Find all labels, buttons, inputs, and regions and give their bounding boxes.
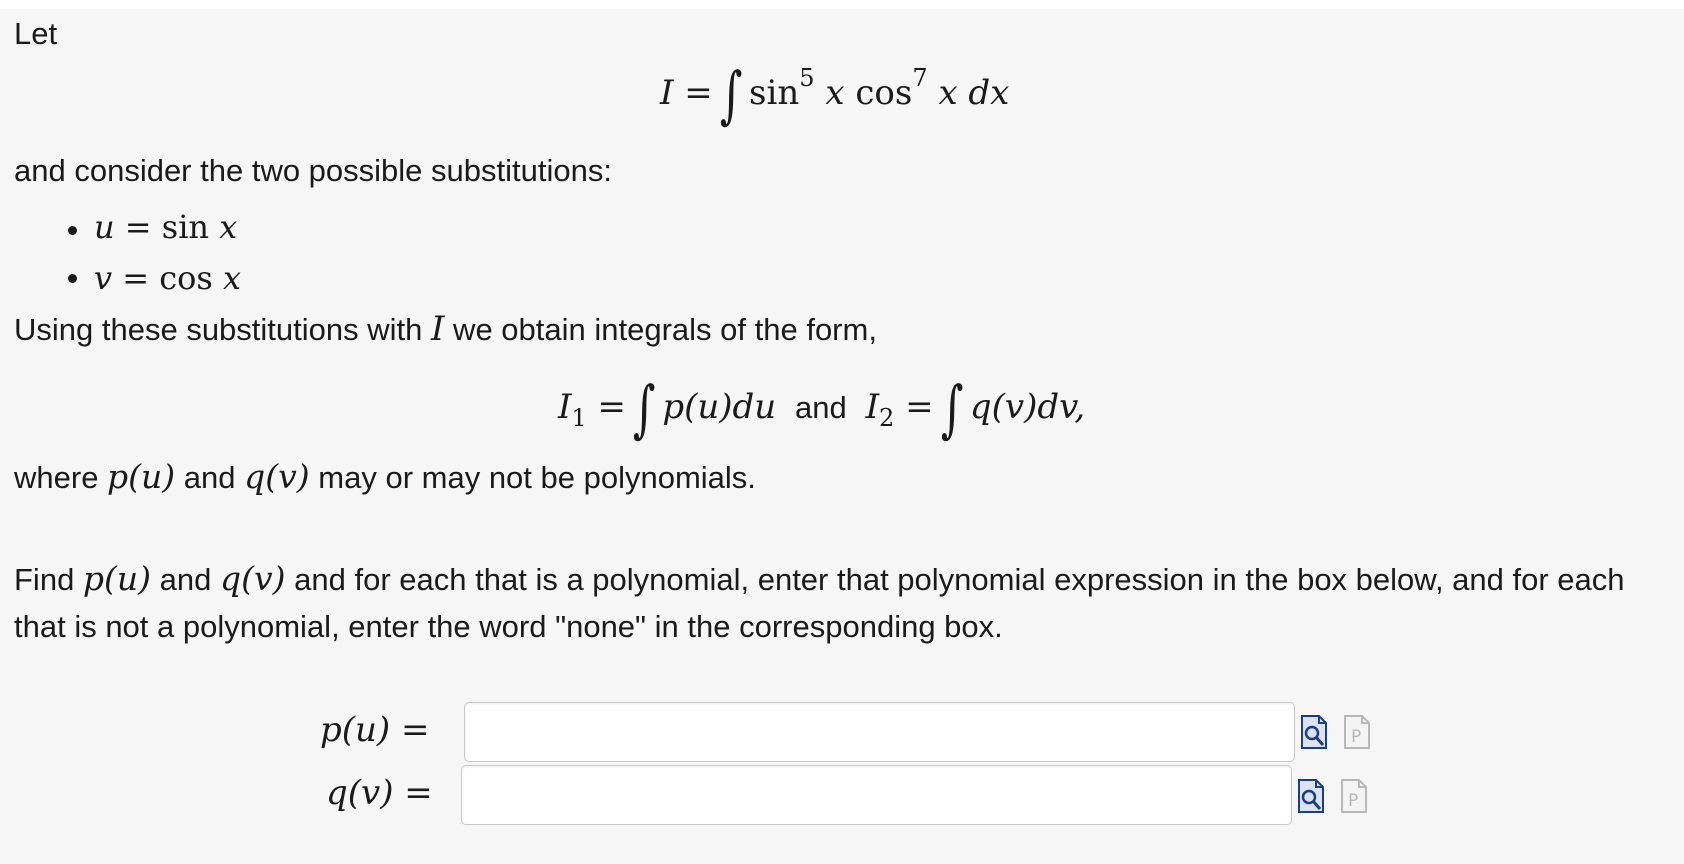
substitution-u: u = sin x: [94, 208, 238, 246]
x-var: x: [825, 73, 845, 113]
integral-lhs: I =: [660, 73, 713, 113]
answer-label-p: p(u) =: [320, 710, 430, 750]
cos-exponent: 7: [912, 64, 928, 92]
sin-func: sin: [749, 73, 800, 113]
answer-q-input[interactable]: [461, 765, 1292, 825]
svg-text:P: P: [1351, 727, 1362, 747]
instructions-line-2: that is not a polynomial, enter the word "none" in the corresponding box.: [14, 609, 1003, 644]
let-text: Let: [14, 16, 58, 51]
preview-magnifier-icon[interactable]: [1298, 779, 1324, 813]
preview-magnifier-icon[interactable]: [1301, 715, 1327, 749]
using-text: Using these substitutions with I we obtain integrals of the form,: [14, 309, 877, 349]
sin-exponent: 5: [799, 64, 815, 92]
syntax-p-icon[interactable]: [1344, 715, 1370, 749]
answer-p-input[interactable]: [464, 702, 1295, 762]
instructions-line-1: Find p(u) and q(v) and for each that is a polynomial, enter that polynomial expression in the box below, and for each: [14, 559, 1625, 598]
answer-label-q: q(v) =: [326, 773, 433, 813]
where-text: where p(u) and q(v) may or may not be polynomials.: [14, 457, 756, 496]
integral-sign-icon: ∫: [632, 372, 656, 445]
svg-text:P: P: [1348, 791, 1359, 811]
bullet-1: [68, 226, 77, 235]
consider-text: and consider the two possible substitutions:: [14, 153, 612, 188]
integral-sign-icon: ∫: [940, 372, 964, 445]
integral-sign-icon: ∫: [719, 58, 743, 131]
integral-forms-equation: $I_1$ = ∫ p(u)du and $I_2$ = ∫ q(v)dv,: [558, 372, 1086, 445]
substitution-v: v = cos x: [94, 259, 242, 297]
x-dx: x dx: [938, 73, 1010, 113]
cos-func: cos: [855, 73, 913, 113]
integral-I-equation: [660, 58, 1010, 131]
bullet-2: [68, 274, 77, 283]
syntax-p-icon[interactable]: [1341, 779, 1367, 813]
